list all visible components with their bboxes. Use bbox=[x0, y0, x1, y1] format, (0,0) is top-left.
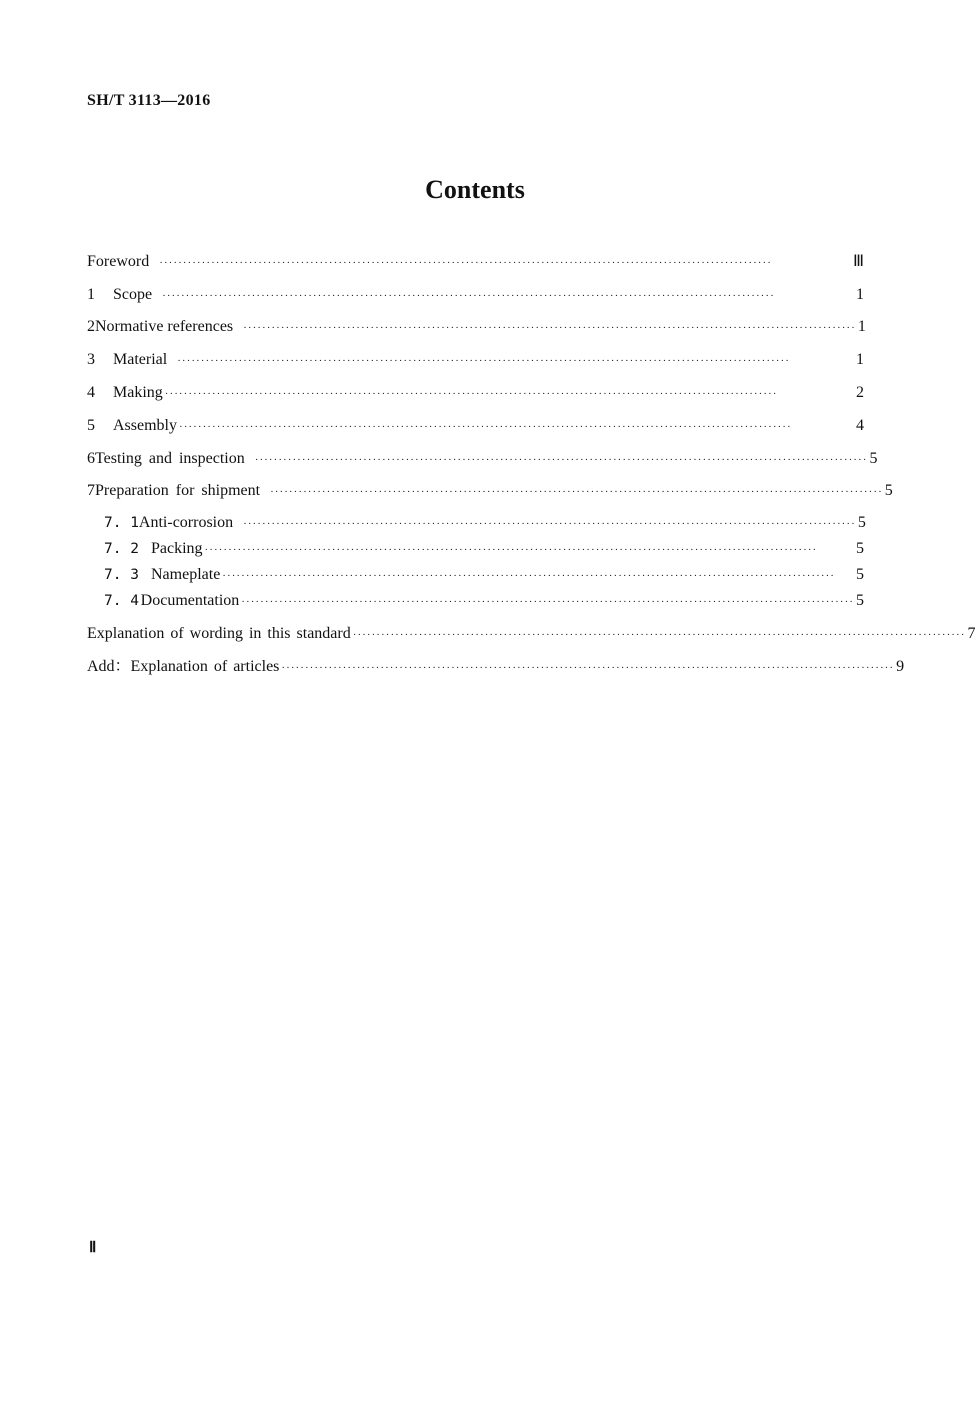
toc-entry-title: Material bbox=[113, 351, 168, 368]
toc-page-number: 5 bbox=[857, 514, 866, 531]
toc-section-number: 7. 2 bbox=[104, 541, 139, 557]
toc-page-number: 2 bbox=[856, 384, 864, 401]
toc-entry-anti-corrosion[interactable] bbox=[104, 512, 864, 534]
toc-section-number: 7 bbox=[87, 482, 95, 499]
toc-section-number: 4 bbox=[87, 384, 95, 401]
toc-page-number: 5 bbox=[884, 482, 893, 499]
toc-section-number: 3 bbox=[87, 351, 95, 368]
dot-leader: ·································································································································· bbox=[243, 518, 856, 530]
dot-leader: ·································································································································· bbox=[254, 454, 868, 466]
toc-page-number: 9 bbox=[896, 658, 905, 675]
toc-entry-documentation[interactable] bbox=[104, 590, 864, 612]
toc-section-number: 7. 1 bbox=[104, 515, 139, 531]
toc-page-number: 1 bbox=[856, 351, 864, 368]
toc-entry-title: Foreword bbox=[87, 253, 150, 270]
toc-entry-title: Making bbox=[113, 384, 163, 401]
toc-page-number: 1 bbox=[856, 286, 864, 303]
toc-entry-title: Explanation of wording in this standard bbox=[87, 625, 351, 642]
toc-entry-preparation-for-shipment[interactable] bbox=[87, 480, 893, 502]
toc-entry-title: Preparation for shipment bbox=[95, 482, 261, 499]
toc-entry-explanation-of-articles[interactable] bbox=[87, 656, 905, 678]
dot-leader: ·································································································································· bbox=[162, 290, 775, 302]
dot-leader: ·································································································································· bbox=[179, 421, 792, 433]
dot-leader: ·································································································································· bbox=[281, 662, 895, 674]
toc-page-number: Ⅲ bbox=[852, 253, 864, 270]
toc-entry-making[interactable] bbox=[87, 382, 864, 404]
toc-section-number: 1 bbox=[87, 286, 95, 303]
toc-page-number: 5 bbox=[856, 566, 864, 583]
dot-leader: ·································································································································· bbox=[352, 629, 966, 641]
dot-leader: ·································································································································· bbox=[164, 388, 778, 400]
page-number: Ⅱ bbox=[89, 1240, 97, 1256]
toc-page-number: 5 bbox=[856, 540, 864, 557]
toc-section-number: 7. 3 bbox=[104, 567, 139, 583]
toc-entry-assembly[interactable] bbox=[87, 415, 864, 437]
toc-entry-title: Normative references bbox=[95, 318, 234, 335]
toc-section-number: 2 bbox=[87, 318, 95, 335]
dot-leader: ·································································································································· bbox=[222, 570, 835, 582]
toc-entry-title: Scope bbox=[113, 286, 153, 303]
dot-leader: ·································································································································· bbox=[159, 257, 772, 269]
dot-leader: ·································································································································· bbox=[177, 355, 790, 367]
toc-entry-title: Assembly bbox=[113, 417, 177, 434]
document-code: SH/T 3113—2016 bbox=[87, 92, 211, 109]
dot-leader: ·································································································································· bbox=[270, 486, 883, 498]
toc-entry-title: Nameplate bbox=[151, 566, 221, 583]
dot-leader: ·································································································································· bbox=[243, 322, 856, 334]
toc-page-number: 1 bbox=[857, 318, 866, 335]
toc-entry-explanation-of-wording[interactable] bbox=[87, 623, 975, 645]
toc-entry-testing-and-inspection[interactable] bbox=[87, 448, 878, 470]
toc-entry-title: Packing bbox=[151, 540, 203, 557]
toc-page-number: 4 bbox=[856, 417, 864, 434]
toc-entry-scope[interactable] bbox=[87, 284, 864, 306]
toc-entry-packing[interactable] bbox=[104, 538, 864, 560]
toc-entry-nameplate[interactable] bbox=[104, 564, 864, 586]
toc-entry-title: Documentation bbox=[140, 592, 240, 609]
toc-entry-normative-references[interactable] bbox=[87, 316, 864, 338]
toc-page-number: 5 bbox=[869, 450, 878, 467]
toc-entry-material[interactable] bbox=[87, 349, 864, 371]
toc-entry-title: Anti-corrosion bbox=[138, 514, 234, 531]
toc-section-number: 7. 4 bbox=[104, 593, 139, 609]
dot-leader: ·································································································································· bbox=[241, 596, 854, 608]
toc-page-number: 7 bbox=[967, 625, 975, 642]
toc-page-number: 5 bbox=[856, 592, 864, 609]
toc-entry-title: Add：Explanation of articles bbox=[87, 658, 280, 675]
dot-leader: ·································································································································· bbox=[204, 544, 818, 556]
toc-section-number: 5 bbox=[87, 417, 95, 434]
toc-entry-foreword[interactable] bbox=[87, 251, 864, 273]
page-title: Contents bbox=[425, 175, 525, 204]
toc-entry-title: Testing and inspection bbox=[95, 450, 245, 467]
toc-section-number: 6 bbox=[87, 450, 95, 467]
